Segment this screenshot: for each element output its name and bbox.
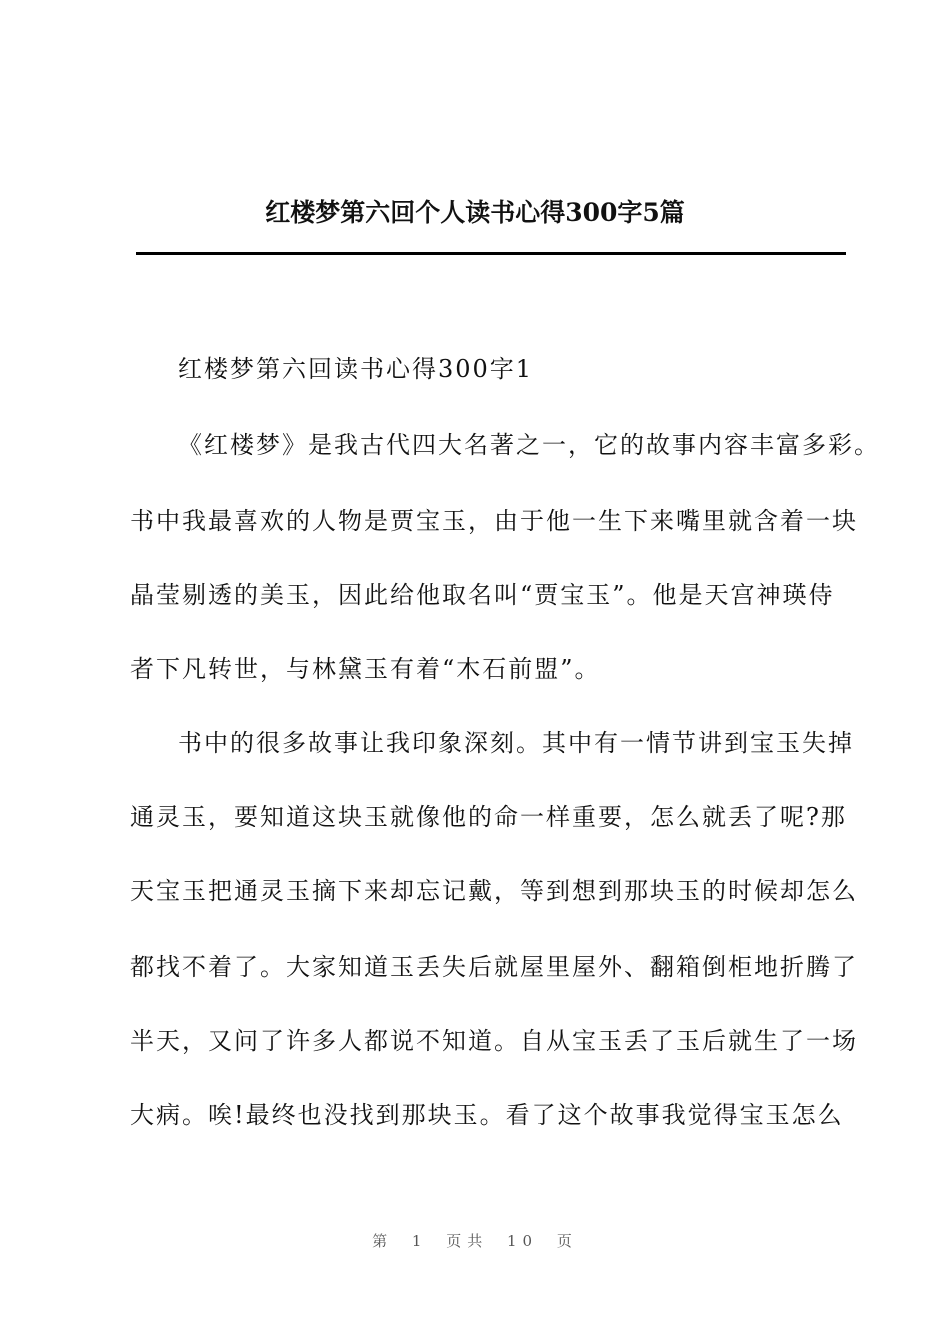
paragraph-line: 《红楼梦》是我古代四大名著之一，它的故事内容丰富多彩。 bbox=[178, 431, 880, 459]
paragraph-line: 书中的很多故事让我印象深刻。其中有一情节讲到宝玉失掉 bbox=[178, 729, 854, 757]
title-underline bbox=[136, 252, 846, 255]
paragraph-line: 者下凡转世，与林黛玉有着“木石前盟”。 bbox=[130, 655, 601, 683]
paragraph-line: 天宝玉把通灵玉摘下来却忘记戴，等到想到那块玉的时候却怎么 bbox=[130, 877, 858, 905]
page-footer: 第 1 页共 10 页 bbox=[372, 1232, 578, 1250]
paragraph-line: 书中我最喜欢的人物是贾宝玉，由于他一生下来嘴里就含着一块 bbox=[130, 507, 858, 535]
paragraph-line: 通灵玉，要知道这块玉就像他的命一样重要，怎么就丢了呢?那 bbox=[130, 803, 847, 831]
document-title: 红楼梦第六回个人读书心得300字5篇 bbox=[265, 198, 685, 227]
paragraph-line: 晶莹剔透的美玉，因此给他取名叫“贾宝玉”。他是天宫神瑛侍 bbox=[130, 581, 835, 609]
paragraph-line: 都找不着了。大家知道玉丢失后就屋里屋外、翻箱倒柜地折腾了 bbox=[130, 953, 858, 981]
section-heading: 红楼梦第六回读书心得300字1 bbox=[178, 355, 534, 383]
paragraph-line: 大病。唉!最终也没找到那块玉。看了这个故事我觉得宝玉怎么 bbox=[130, 1101, 844, 1129]
paragraph-line: 半天，又问了许多人都说不知道。自从宝玉丢了玉后就生了一场 bbox=[130, 1027, 858, 1055]
